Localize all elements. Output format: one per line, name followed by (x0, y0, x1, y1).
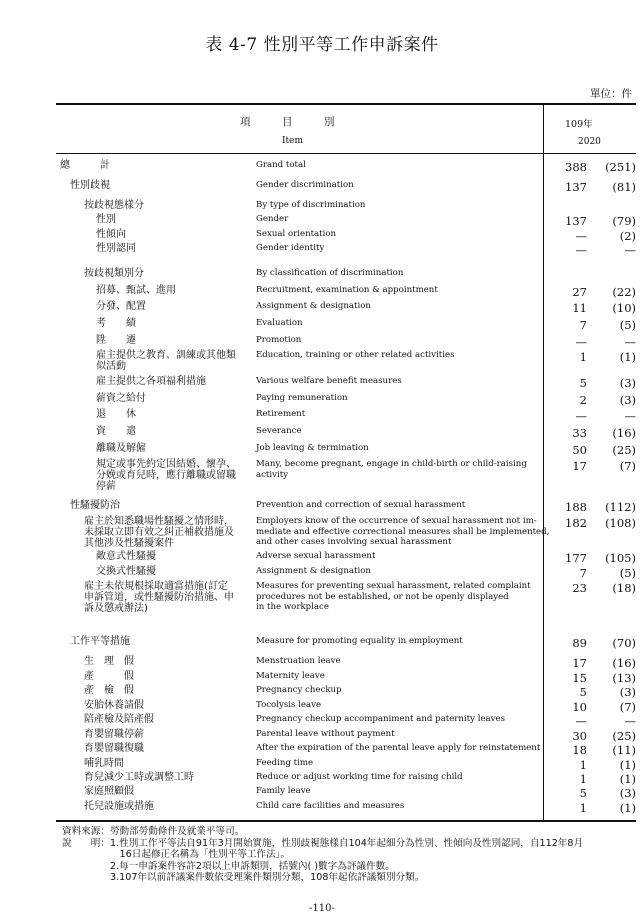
row-value-reviewed: (18) (612, 581, 636, 595)
note-1: 說 明：1.性別工作平等法自91年3月開始實施，性別歧視態樣自104年起細分為性別、性傾向及性別認同，自112年8月 (62, 837, 584, 849)
row-label-en: Measure for promoting equality in employment (256, 636, 463, 646)
row-value-reviewed: (70) (612, 636, 636, 650)
row-label-zh: 家庭照顧假 (84, 786, 134, 797)
row-label-zh: 敵意式性騷擾 (96, 551, 156, 562)
row-value-cases: 11 (572, 301, 587, 315)
row-label-zh: 考 績 (96, 318, 136, 329)
row-label-en: Sexual orientation (256, 229, 337, 239)
row-label-en: Assignment & designation (256, 566, 371, 576)
row-value-cases: 1 (579, 758, 587, 772)
row-label-zh: 育嬰留職復職 (84, 743, 144, 754)
row-value-cases: 182 (565, 516, 587, 530)
row-label-en: Paying remuneration (256, 393, 348, 403)
row-value-cases: 10 (572, 700, 587, 714)
row-label-zh: 規定或事先約定因結婚、懷孕、 分娩或育兒時，應行離職或留職 停薪 (96, 459, 236, 492)
row-value-reviewed: — (624, 243, 636, 257)
row-label-en: Pregnancy checkup (256, 685, 342, 695)
row-value-reviewed: (3) (619, 393, 636, 407)
note-2: 2.每一申訴案件容許2項以上申訴類別，括號內( )數字為評議件數。 (62, 860, 395, 872)
row-label-en: Assignment & designation (256, 301, 371, 311)
unit-label: 單位：件 (590, 88, 632, 100)
table-top-rule (56, 103, 636, 105)
row-label-zh: 性騷擾防治 (70, 500, 120, 511)
row-value-reviewed: (3) (619, 685, 636, 699)
row-value-reviewed: (3) (619, 786, 636, 800)
row-value-reviewed: (251) (605, 160, 636, 174)
row-label-zh: 總 計 (60, 160, 110, 171)
row-value-cases: 137 (565, 214, 587, 228)
row-value-cases: — (575, 243, 587, 257)
row-label-en: Gender identity (256, 243, 325, 253)
row-label-zh: 交換式性騷擾 (96, 566, 156, 577)
row-value-reviewed: (16) (612, 656, 636, 670)
row-value-cases: 1 (579, 772, 587, 786)
row-label-en: Measures for preventing sexual harassment, related complaint procedures not be established, or not be openly displayed in the workplace (256, 581, 531, 612)
row-value-cases: 1 (579, 801, 587, 815)
header-year-roc: 109年 (565, 119, 593, 130)
row-label-zh: 按歧視類別分 (84, 268, 144, 279)
row-label-en: Prevention and correction of sexual harassment (256, 500, 466, 510)
row-label-zh: 性別歧視 (70, 180, 110, 191)
row-value-cases: 137 (565, 180, 587, 194)
row-label-en: Feeding time (256, 758, 314, 768)
row-value-reviewed: (11) (612, 743, 636, 757)
row-value-cases: 50 (572, 443, 587, 457)
row-value-reviewed: (112) (605, 500, 636, 514)
row-label-en: Grand total (256, 160, 306, 170)
row-value-cases: — (575, 409, 587, 423)
row-value-reviewed: (108) (605, 516, 636, 530)
row-label-en: Gender discrimination (256, 180, 354, 190)
row-value-cases: — (575, 229, 587, 243)
row-label-en: Recruitment, examination & appointment (256, 285, 438, 295)
row-label-zh: 分發、配置 (96, 301, 146, 312)
row-value-cases: 2 (579, 393, 587, 407)
row-label-zh: 按歧視態樣分 (84, 200, 144, 211)
row-value-reviewed: (7) (619, 700, 636, 714)
row-label-en: Severance (256, 426, 302, 436)
row-label-zh: 產 假 (84, 671, 134, 682)
row-label-zh: 產 檢 假 (84, 685, 134, 696)
row-value-cases: 5 (579, 685, 587, 699)
row-label-zh: 工作平等措施 (70, 636, 130, 647)
row-value-cases: 23 (572, 581, 587, 595)
row-value-reviewed: (10) (612, 301, 636, 315)
row-value-cases: 17 (572, 656, 587, 670)
row-label-en: By classification of discrimination (256, 268, 404, 278)
row-value-cases: 18 (572, 743, 587, 757)
row-label-zh: 雇主提供之教育、訓練或其他類 似活動 (96, 350, 236, 372)
row-value-cases: 27 (572, 285, 587, 299)
row-value-cases: — (575, 335, 587, 349)
row-label-zh: 生 理 假 (84, 656, 134, 667)
row-label-en: Gender (256, 214, 289, 224)
row-value-reviewed: — (624, 714, 636, 728)
row-value-reviewed: (105) (605, 551, 636, 565)
row-label-zh: 退 休 (96, 409, 136, 420)
row-label-en: After the expiration of the parental leave apply for reinstatement (256, 743, 541, 753)
header-year-ad: 2020 (578, 137, 601, 147)
row-value-cases: 17 (572, 459, 587, 473)
row-label-zh: 薪資之給付 (96, 393, 146, 404)
row-value-reviewed: (81) (612, 180, 636, 194)
row-value-reviewed: (16) (612, 426, 636, 440)
row-label-zh: 性傾向 (96, 229, 126, 240)
row-value-reviewed: (2) (619, 229, 636, 243)
table-bottom-rule (56, 820, 636, 822)
page-title: 表 4-7 性別平等工作申訴案件 (205, 35, 439, 55)
row-label-en: By type of discrimination (256, 200, 366, 210)
row-label-en: Reduce or adjust working time for raising child (256, 772, 463, 782)
row-value-cases: 188 (565, 500, 587, 514)
row-label-en: Tocolysis leave (256, 700, 322, 710)
row-label-zh: 安胎休養請假 (84, 700, 144, 711)
row-label-en: Retirement (256, 409, 306, 419)
row-label-en: Various welfare benefit measures (256, 376, 402, 386)
row-label-zh: 陪產檢及陪產假 (84, 714, 154, 725)
row-value-cases: 30 (572, 729, 587, 743)
row-label-zh: 托兒設施或措施 (84, 801, 154, 812)
row-label-zh: 育兒減少工時或調整工時 (84, 772, 194, 783)
row-label-zh: 招募、甄試、進用 (96, 285, 176, 296)
row-label-zh: 雇主提供之各項福利措施 (96, 376, 206, 387)
row-value-cases: 177 (565, 551, 587, 565)
row-value-cases: 7 (579, 318, 587, 332)
row-label-zh: 資 遣 (96, 426, 136, 437)
row-value-reviewed: (3) (619, 376, 636, 390)
row-value-reviewed: — (624, 409, 636, 423)
row-label-en: Parental leave without payment (256, 729, 395, 739)
row-label-zh: 育嬰留職停薪 (84, 729, 144, 740)
row-label-en: Maternity leave (256, 671, 325, 681)
row-label-en: Family leave (256, 786, 311, 796)
row-value-cases: 5 (579, 376, 587, 390)
column-divider (543, 103, 544, 820)
row-label-zh: 性別 (96, 214, 116, 225)
row-label-zh: 陞 遷 (96, 335, 136, 346)
row-value-cases: 33 (572, 426, 587, 440)
row-value-cases: 1 (579, 350, 587, 364)
row-value-cases: 15 (572, 671, 587, 685)
table-header-rule (56, 153, 636, 154)
header-item-zh: 項 目 別 (240, 116, 335, 128)
row-value-cases: 89 (572, 636, 587, 650)
row-value-reviewed: (5) (619, 318, 636, 332)
row-label-zh: 雇主於知悉職場性騷擾之情形時， 未採取立即有效之糾正補救措施及 其他涉及性騷擾案件 (84, 516, 234, 549)
note-1b: 16日起修正名稱為「性別平等工作法」。 (62, 849, 291, 860)
row-label-en: Job leaving & termination (256, 443, 369, 453)
row-value-cases: — (575, 714, 587, 728)
header-item-en: Item (282, 136, 304, 146)
row-value-reviewed: (1) (619, 350, 636, 364)
row-label-en: Many, become pregnant, engage in child-birth or child-raising activity (256, 459, 527, 480)
row-label-en: Promotion (256, 335, 302, 345)
row-value-reviewed: (25) (612, 443, 636, 457)
row-value-reviewed: (1) (619, 772, 636, 786)
row-label-en: Education, training or other related activities (256, 350, 455, 360)
row-label-en: Adverse sexual harassment (256, 551, 376, 561)
row-value-reviewed: (5) (619, 566, 636, 580)
row-value-cases: 7 (579, 566, 587, 580)
note-source: 資料來源：勞動部勞動條件及就業平等司。 (62, 826, 245, 837)
row-label-zh: 性別認同 (96, 243, 136, 254)
row-label-zh: 哺乳時間 (84, 758, 124, 769)
row-value-cases: 388 (565, 160, 587, 174)
row-value-reviewed: (22) (612, 285, 636, 299)
row-value-reviewed: (79) (612, 214, 636, 228)
row-label-en: Employers know of the occurrence of sexual harassment not im- mediate and effective correctional measures shall be implemented, and other cases involving sexual harassment (256, 516, 550, 547)
row-label-en: Menstruation leave (256, 656, 341, 666)
note-3: 3.107年以前評議案件數依受理案件類別分類，108年起依評議類別分類。 (62, 872, 425, 883)
row-label-en: Child care facilities and measures (256, 801, 405, 811)
row-value-cases: 5 (579, 786, 587, 800)
row-value-reviewed: (1) (619, 758, 636, 772)
row-value-reviewed: (7) (619, 459, 636, 473)
page-number: -110- (309, 903, 335, 914)
row-value-reviewed: (25) (612, 729, 636, 743)
row-label-zh: 雇主未依規根採取適當措施(訂定 申訴管道，或性騷擾防治措施、申 訴及懲戒辦法) (84, 581, 234, 614)
row-label-zh: 離職及解僱 (96, 443, 146, 454)
row-value-reviewed: (13) (612, 671, 636, 685)
footnotes (62, 826, 583, 884)
row-value-reviewed: (1) (619, 801, 636, 815)
row-value-reviewed: — (624, 335, 636, 349)
row-label-en: Evaluation (256, 318, 303, 328)
row-label-en: Pregnancy checkup accompaniment and paternity leaves (256, 714, 506, 724)
